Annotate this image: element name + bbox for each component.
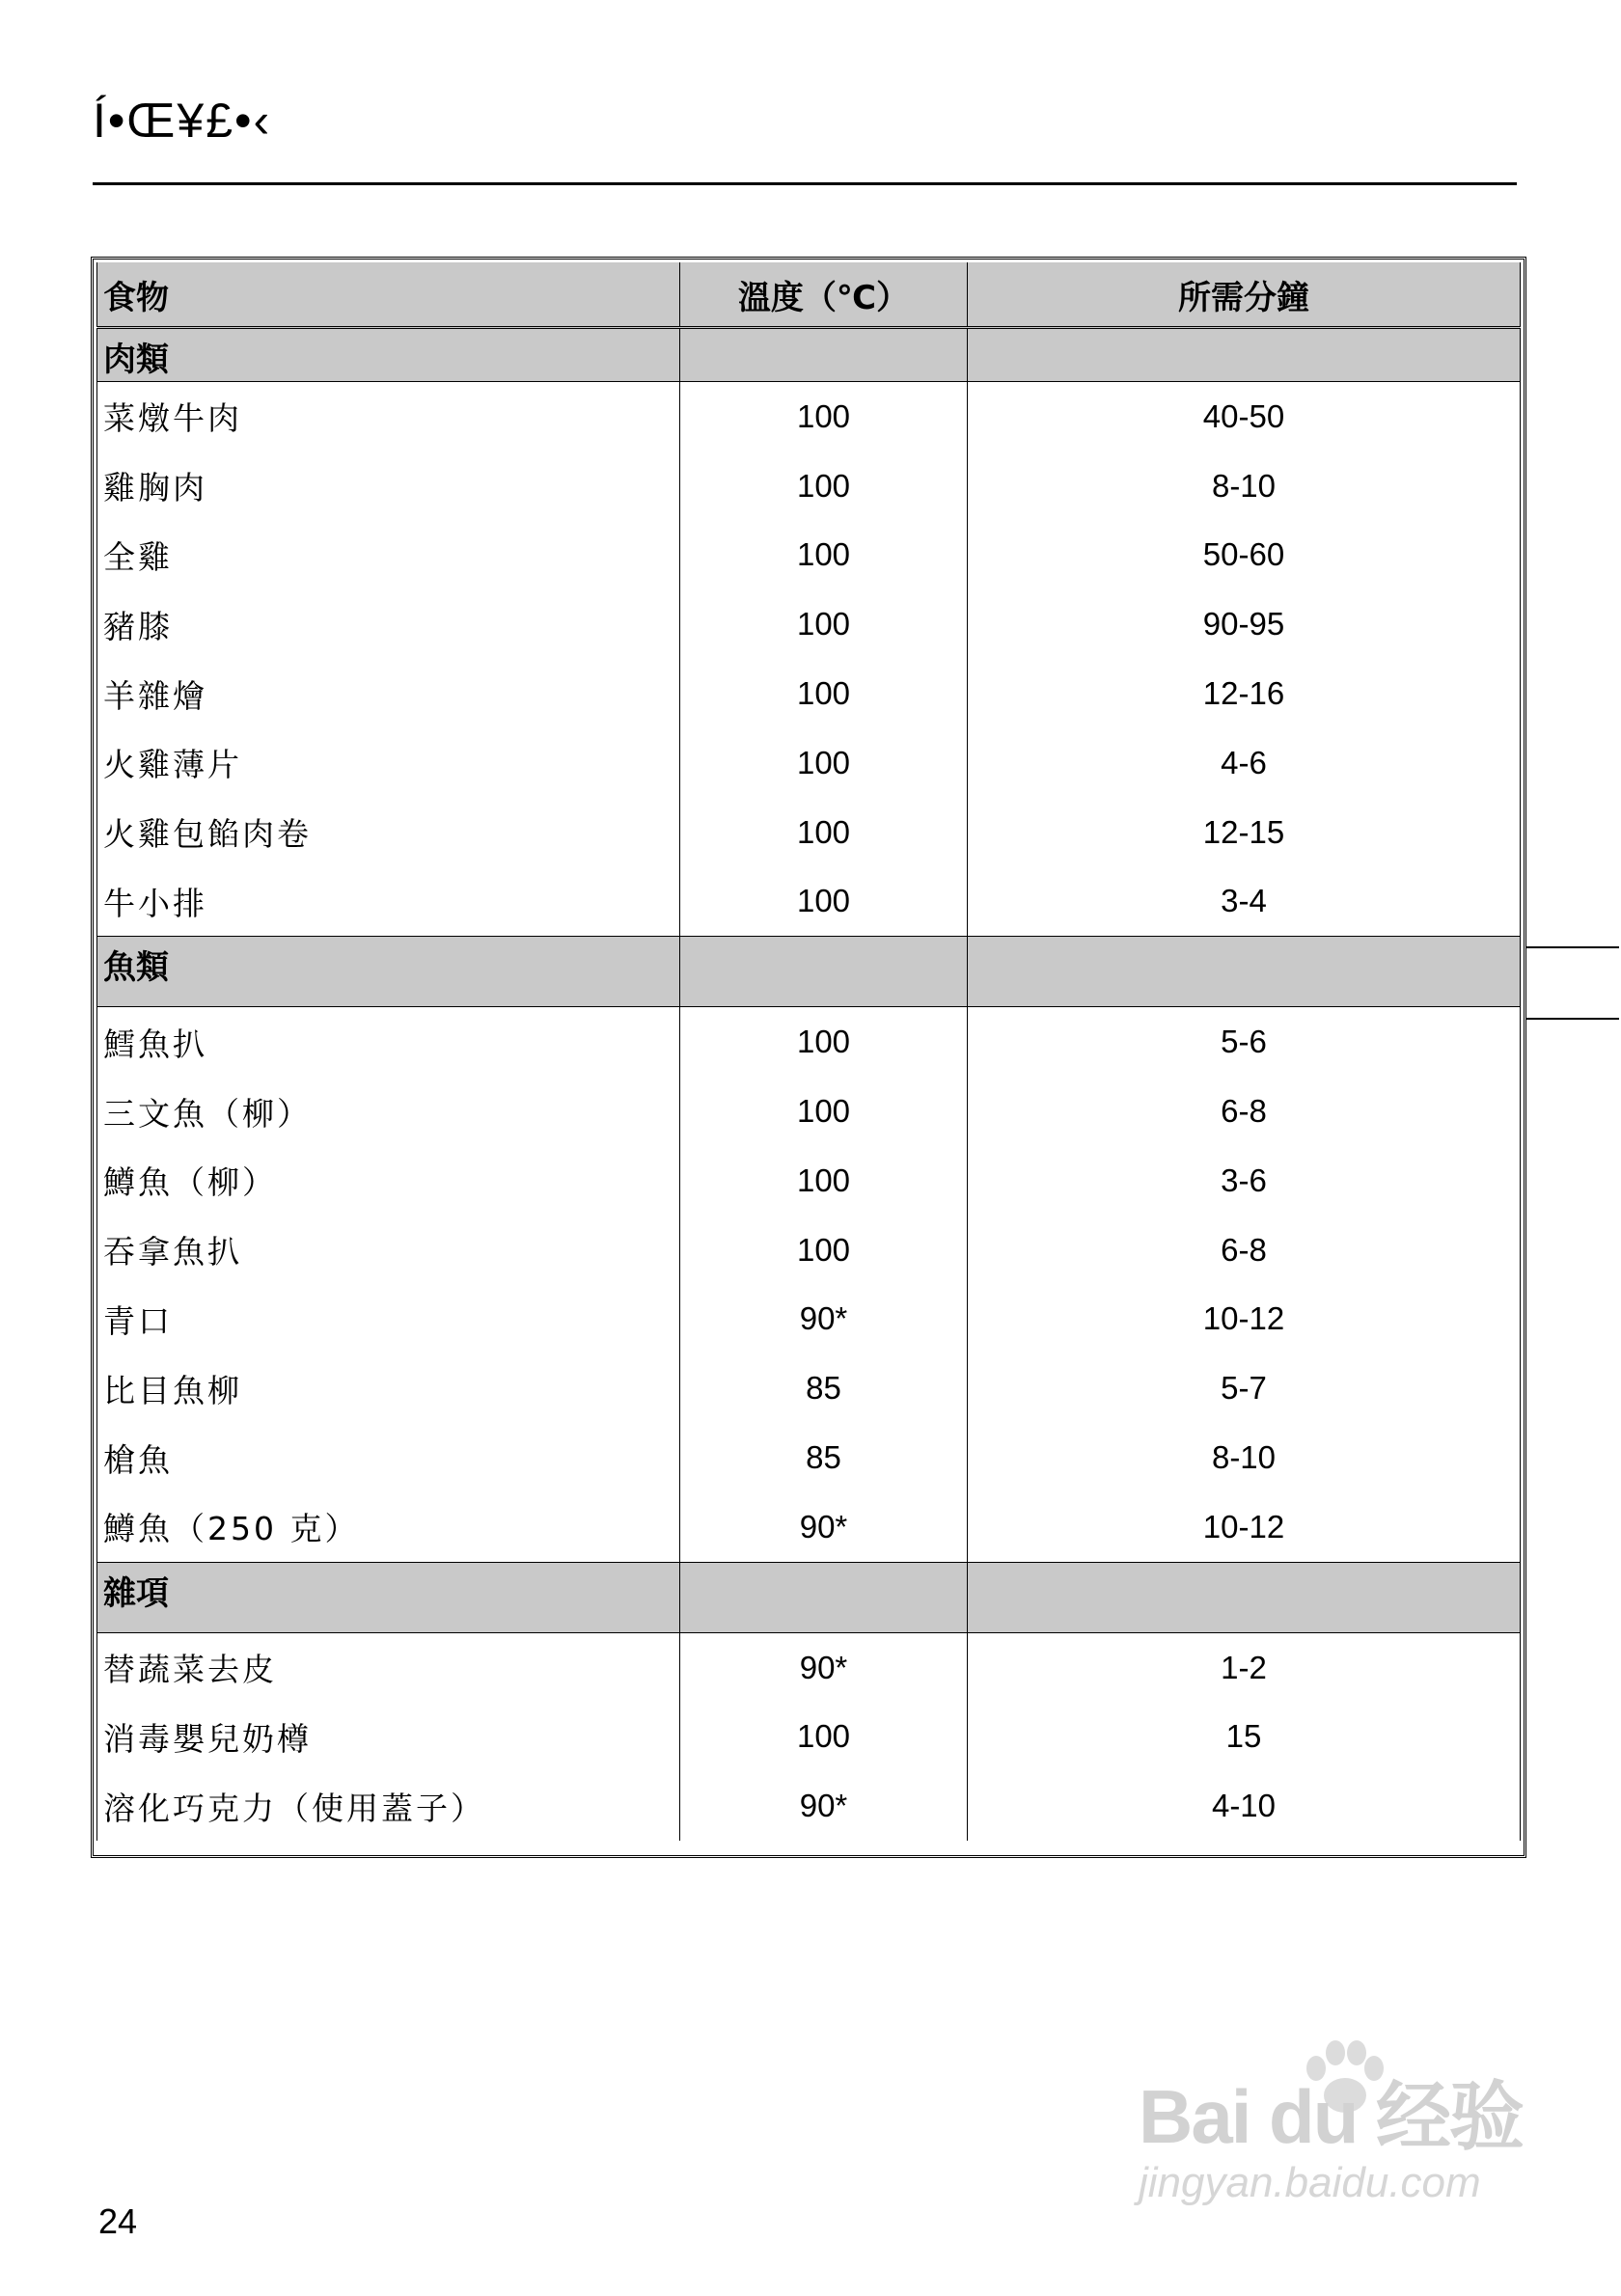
temperature-cell: 100 bbox=[680, 1077, 968, 1146]
table-row bbox=[97, 1423, 1521, 1492]
minutes-cell: 4-10 bbox=[968, 1771, 1521, 1841]
temperature-cell: 100 bbox=[680, 521, 968, 590]
table-row bbox=[97, 659, 1521, 728]
temperature-cell: 100 bbox=[680, 728, 968, 798]
minutes-cell: 90-95 bbox=[968, 589, 1521, 659]
food-cell: 溶化巧克力（使用蓋子） bbox=[97, 1771, 680, 1841]
category-label: 雜項 bbox=[97, 1562, 680, 1632]
category-row bbox=[97, 1562, 1521, 1632]
temperature-cell: 100 bbox=[680, 451, 968, 521]
cooking-table-frame bbox=[91, 257, 1526, 1858]
watermark-logo: Bai du 经验 bbox=[1139, 2074, 1524, 2159]
column-header-minutes: 所需分鐘 bbox=[968, 262, 1521, 328]
category-empty-cell bbox=[680, 328, 968, 382]
category-empty-cell bbox=[968, 1562, 1521, 1632]
stray-rule-bottom bbox=[1526, 1018, 1619, 1020]
column-header-food: 食物 bbox=[97, 262, 680, 328]
table-row bbox=[97, 589, 1521, 659]
minutes-cell: 8-10 bbox=[968, 451, 1521, 521]
temperature-cell: 100 bbox=[680, 867, 968, 937]
stray-rule-top bbox=[1526, 946, 1619, 948]
table-row bbox=[97, 728, 1521, 798]
food-cell: 火雞薄片 bbox=[97, 728, 680, 798]
food-cell: 雞胸肉 bbox=[97, 451, 680, 521]
food-cell: 牛小排 bbox=[97, 867, 680, 937]
temperature-cell: 100 bbox=[680, 382, 968, 451]
minutes-cell: 15 bbox=[968, 1703, 1521, 1772]
temperature-cell: 100 bbox=[680, 1216, 968, 1285]
food-cell: 三文魚（柳） bbox=[97, 1077, 680, 1146]
minutes-cell: 40-50 bbox=[968, 382, 1521, 451]
table-row bbox=[97, 451, 1521, 521]
temperature-cell: 100 bbox=[680, 1007, 968, 1077]
food-cell: 替蔬菜去皮 bbox=[97, 1632, 680, 1702]
temperature-cell: 90* bbox=[680, 1285, 968, 1354]
minutes-cell: 50-60 bbox=[968, 521, 1521, 590]
food-cell: 羊雜燴 bbox=[97, 659, 680, 728]
food-cell: 火雞包餡肉卷 bbox=[97, 798, 680, 867]
table-row bbox=[97, 1632, 1521, 1702]
minutes-cell: 5-7 bbox=[968, 1353, 1521, 1423]
minutes-cell: 4-6 bbox=[968, 728, 1521, 798]
temperature-cell: 90* bbox=[680, 1632, 968, 1702]
table-row bbox=[97, 1285, 1521, 1354]
food-cell: 鱒魚（250 克） bbox=[97, 1492, 680, 1562]
food-cell: 鱈魚扒 bbox=[97, 1007, 680, 1077]
page-header-title: Í•Œ¥£•‹ bbox=[93, 94, 272, 148]
food-cell: 消毒嬰兒奶樽 bbox=[97, 1703, 680, 1772]
baidu-watermark bbox=[1139, 2045, 1525, 2238]
food-cell: 比目魚柳 bbox=[97, 1353, 680, 1423]
table-row bbox=[97, 382, 1521, 451]
minutes-cell: 12-16 bbox=[968, 659, 1521, 728]
table-row bbox=[97, 1703, 1521, 1772]
temperature-cell: 100 bbox=[680, 798, 968, 867]
table-row bbox=[97, 798, 1521, 867]
cooking-time-table bbox=[96, 262, 1521, 1841]
minutes-cell: 12-15 bbox=[968, 798, 1521, 867]
table-body bbox=[97, 328, 1521, 1842]
category-row bbox=[97, 328, 1521, 382]
table-row bbox=[97, 867, 1521, 937]
minutes-cell: 8-10 bbox=[968, 1423, 1521, 1492]
header-divider bbox=[93, 182, 1517, 185]
food-cell: 鱒魚（柳） bbox=[97, 1146, 680, 1216]
minutes-cell: 1-2 bbox=[968, 1632, 1521, 1702]
food-cell: 豬膝 bbox=[97, 589, 680, 659]
watermark-url: jingyan.baidu.com bbox=[1139, 2159, 1481, 2206]
category-empty-cell bbox=[968, 328, 1521, 382]
category-empty-cell bbox=[968, 937, 1521, 1007]
temperature-cell: 100 bbox=[680, 1703, 968, 1772]
table-row bbox=[97, 1492, 1521, 1562]
category-label: 魚類 bbox=[97, 937, 680, 1007]
food-cell: 吞拿魚扒 bbox=[97, 1216, 680, 1285]
table-row bbox=[97, 1216, 1521, 1285]
minutes-cell: 3-6 bbox=[968, 1146, 1521, 1216]
minutes-cell: 6-8 bbox=[968, 1077, 1521, 1146]
food-cell: 全雞 bbox=[97, 521, 680, 590]
category-label: 肉類 bbox=[97, 328, 680, 382]
minutes-cell: 6-8 bbox=[968, 1216, 1521, 1285]
table-row bbox=[97, 521, 1521, 590]
temperature-cell: 100 bbox=[680, 589, 968, 659]
table-row bbox=[97, 1771, 1521, 1841]
food-cell: 槍魚 bbox=[97, 1423, 680, 1492]
temperature-cell: 90* bbox=[680, 1771, 968, 1841]
category-empty-cell bbox=[680, 1562, 968, 1632]
table-row bbox=[97, 1353, 1521, 1423]
table-header-row bbox=[97, 262, 1521, 328]
column-header-temperature: 溫度（℃） bbox=[680, 262, 968, 328]
minutes-cell: 3-4 bbox=[968, 867, 1521, 937]
category-empty-cell bbox=[680, 937, 968, 1007]
temperature-cell: 100 bbox=[680, 659, 968, 728]
minutes-cell: 5-6 bbox=[968, 1007, 1521, 1077]
table-row bbox=[97, 1077, 1521, 1146]
food-cell: 青口 bbox=[97, 1285, 680, 1354]
temperature-cell: 90* bbox=[680, 1492, 968, 1562]
temperature-cell: 85 bbox=[680, 1353, 968, 1423]
temperature-cell: 85 bbox=[680, 1423, 968, 1492]
temperature-cell: 100 bbox=[680, 1146, 968, 1216]
food-cell: 菜燉牛肉 bbox=[97, 382, 680, 451]
table-row bbox=[97, 1007, 1521, 1077]
category-row bbox=[97, 937, 1521, 1007]
table-row bbox=[97, 1146, 1521, 1216]
page-number: 24 bbox=[98, 2201, 138, 2241]
minutes-cell: 10-12 bbox=[968, 1285, 1521, 1354]
minutes-cell: 10-12 bbox=[968, 1492, 1521, 1562]
